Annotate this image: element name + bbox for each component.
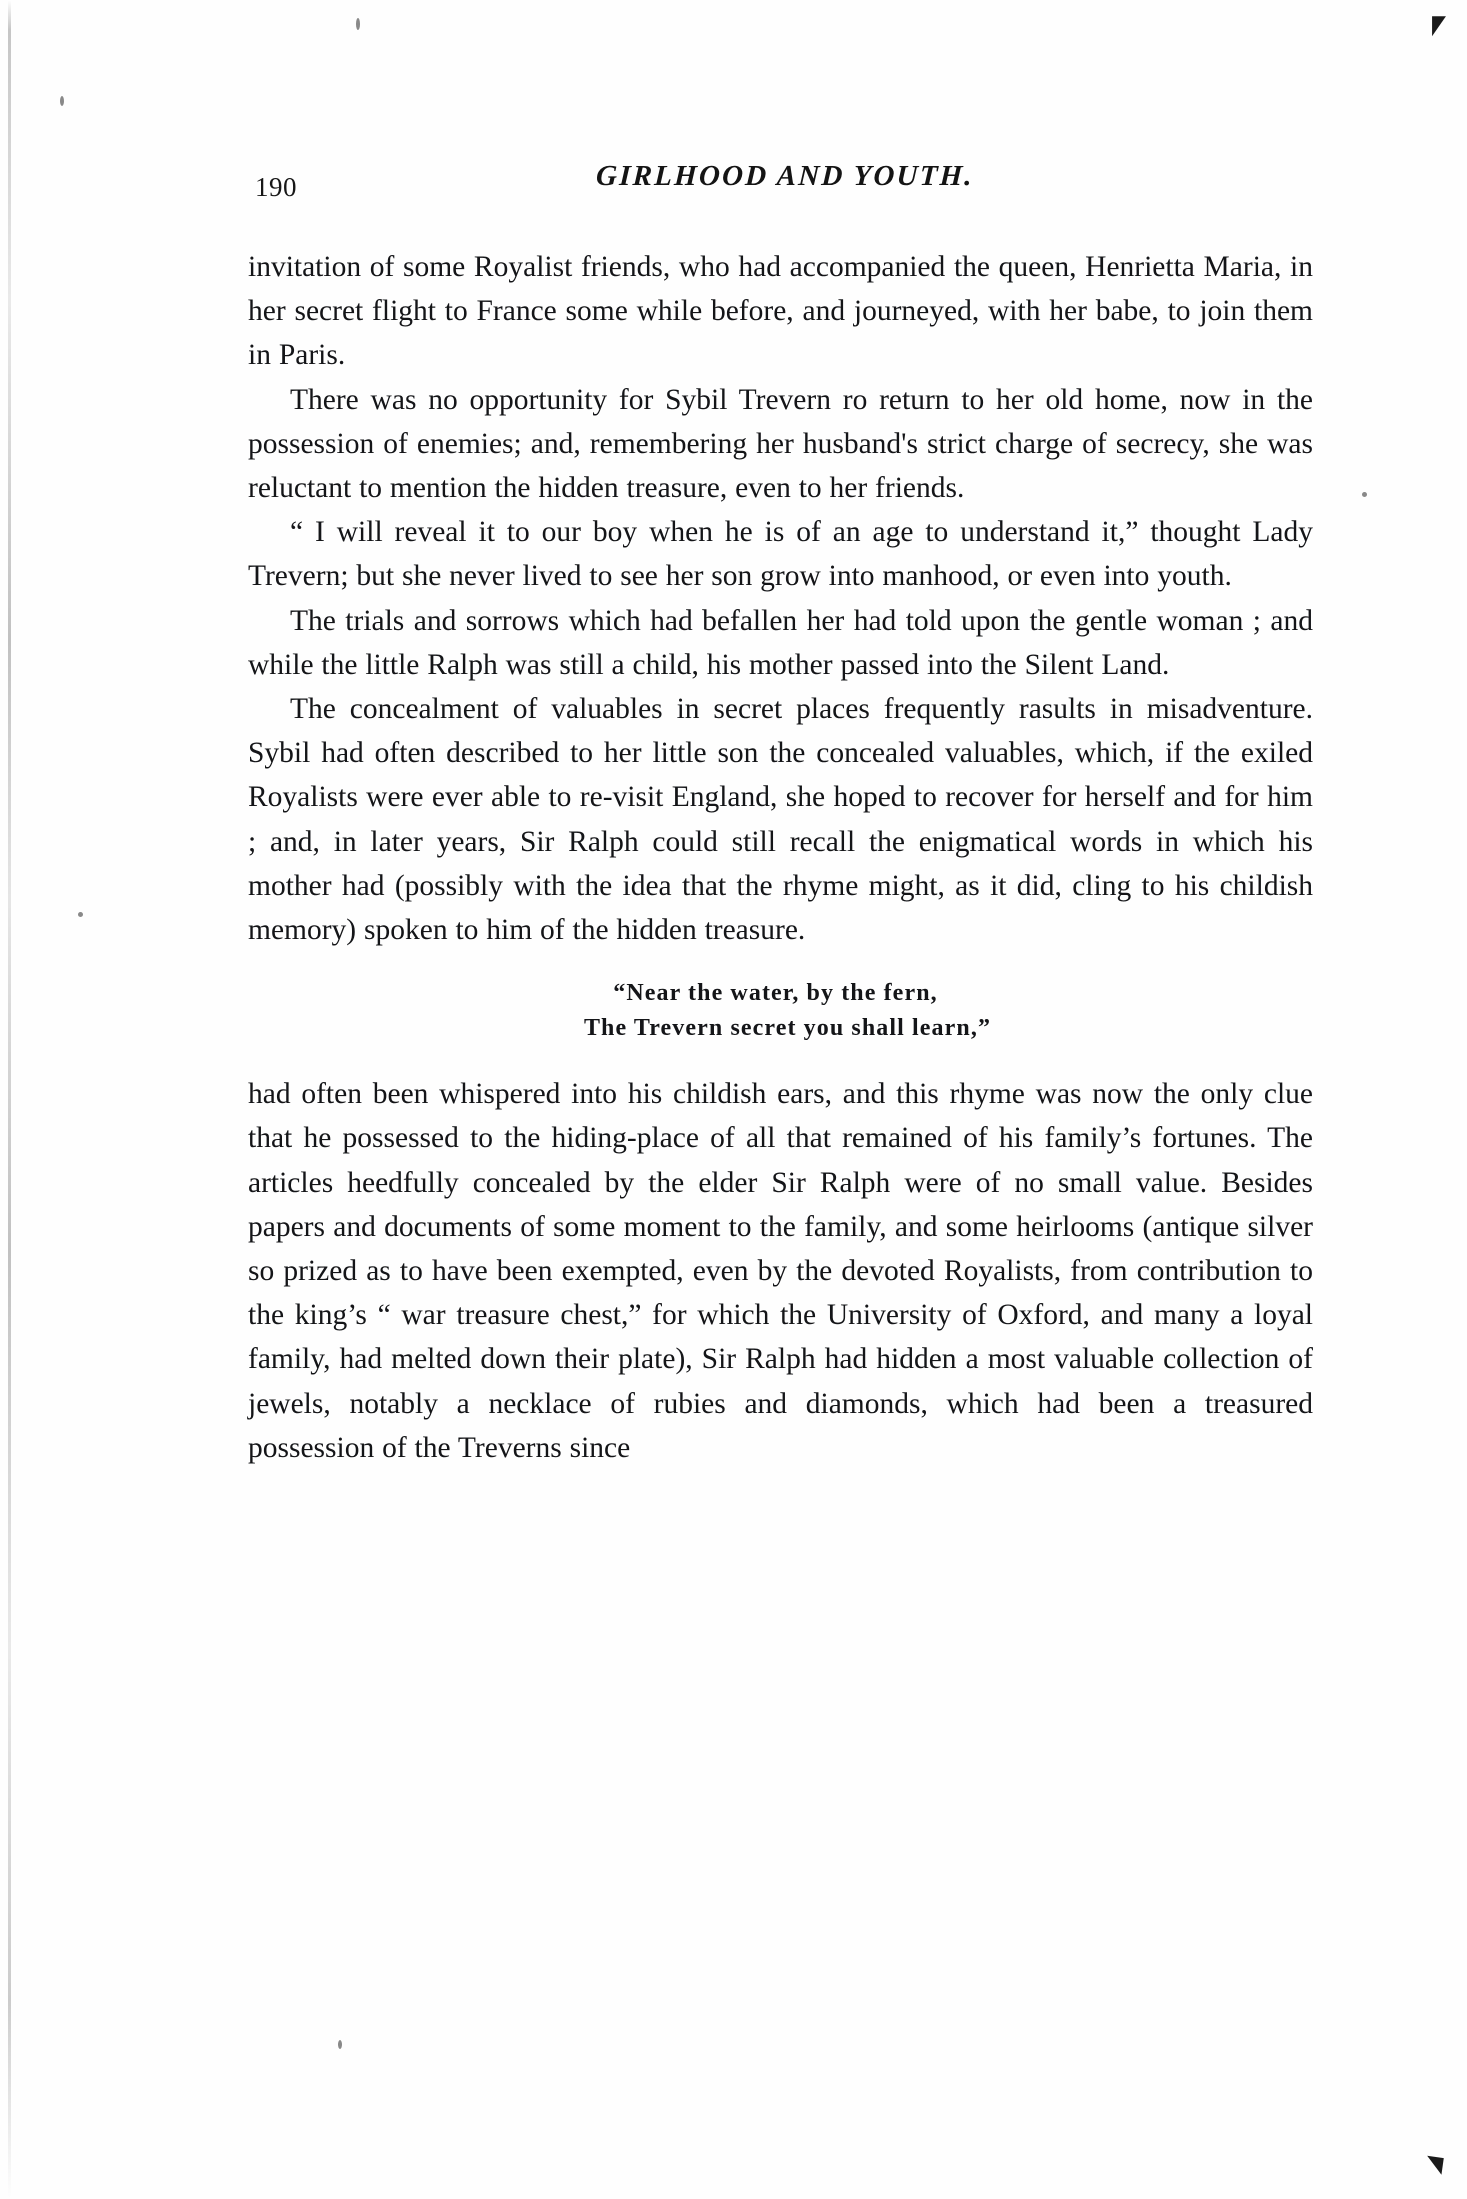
scan-edge-left [8, 0, 11, 2199]
paragraph: There was no opportunity for Sybil Trevern ro return to her old home, now in the possession of enemies; and, remembering her husband's strict charge of secrecy, she was reluctant to mention the hidden treasure, even to her friends. [248, 383, 1313, 505]
corner-mark-bottom-right: ◥ [1424, 2149, 1445, 2178]
scan-speck [356, 18, 360, 30]
paragraph: The concealment of valuables in secret places frequently rasults in misadventure. Sybil had often described to her little son the concealed valuables, which, if the exiled Royalists were ever able to re-visit England, she hoped to recover for herself and for him ; and, in later years, Sir Ralph could still recall the enigmatical words in which his mother had (possibly with the idea that the rhyme might, as it did, cling to his childish memory) spoken to him of the hidden treasure. [248, 693, 1313, 947]
paragraph: The trials and sorrows which had befallen her had told upon the gentle woman ; and while the little Ralph was still a child, his mother passed into the Silent Land. [248, 604, 1313, 681]
verse-line: The Trevern secret you shall learn,” [583, 1015, 992, 1042]
scan-speck [60, 96, 64, 106]
page-header [255, 160, 1315, 202]
paragraph: had often been whispered into his childish ears, and this rhyme was now the only clue that he possessed to the hiding-place of all that remained of his family’s fortunes. The articles heedfully concealed by the elder Sir Ralph were of no small value. Besides papers and documents of some moment to the family, and some heirlooms (antique silver so prized as to have been exempted, even by the devoted Royalists, from contribution to the king’s “ war treasure chest,” for which the University of Oxford, and many a loyal family, had melted down their plate), Sir Ralph had hidden a most valuable collection of jewels, notably a necklace of rubies and diamonds, which had been a treasured possession of the Treverns since [248, 1078, 1313, 1464]
verse-line: “Near the water, by the fern, [613, 980, 938, 1007]
scan-speck [78, 912, 83, 917]
verse-block [248, 976, 1313, 1046]
body-column [248, 245, 1313, 1470]
paragraph: invitation of some Royalist friends, who had accompanied the queen, Henrietta Maria, in her secret flight to France some while before, and journeyed, with her babe, to join them in Paris. [248, 251, 1313, 372]
corner-mark-top-right: ◤ [1432, 10, 1446, 39]
page-number: 190 [255, 172, 297, 202]
scan-speck [338, 2040, 342, 2049]
scan-speck [1362, 492, 1367, 497]
paragraph: “ I will reveal it to our boy when he is of an age to understand it,” thought Lady Trevern; but she never lived to see her son grow into manhood, or even into youth. [248, 516, 1313, 593]
running-head: GIRLHOOD AND YOUTH. [595, 160, 975, 192]
